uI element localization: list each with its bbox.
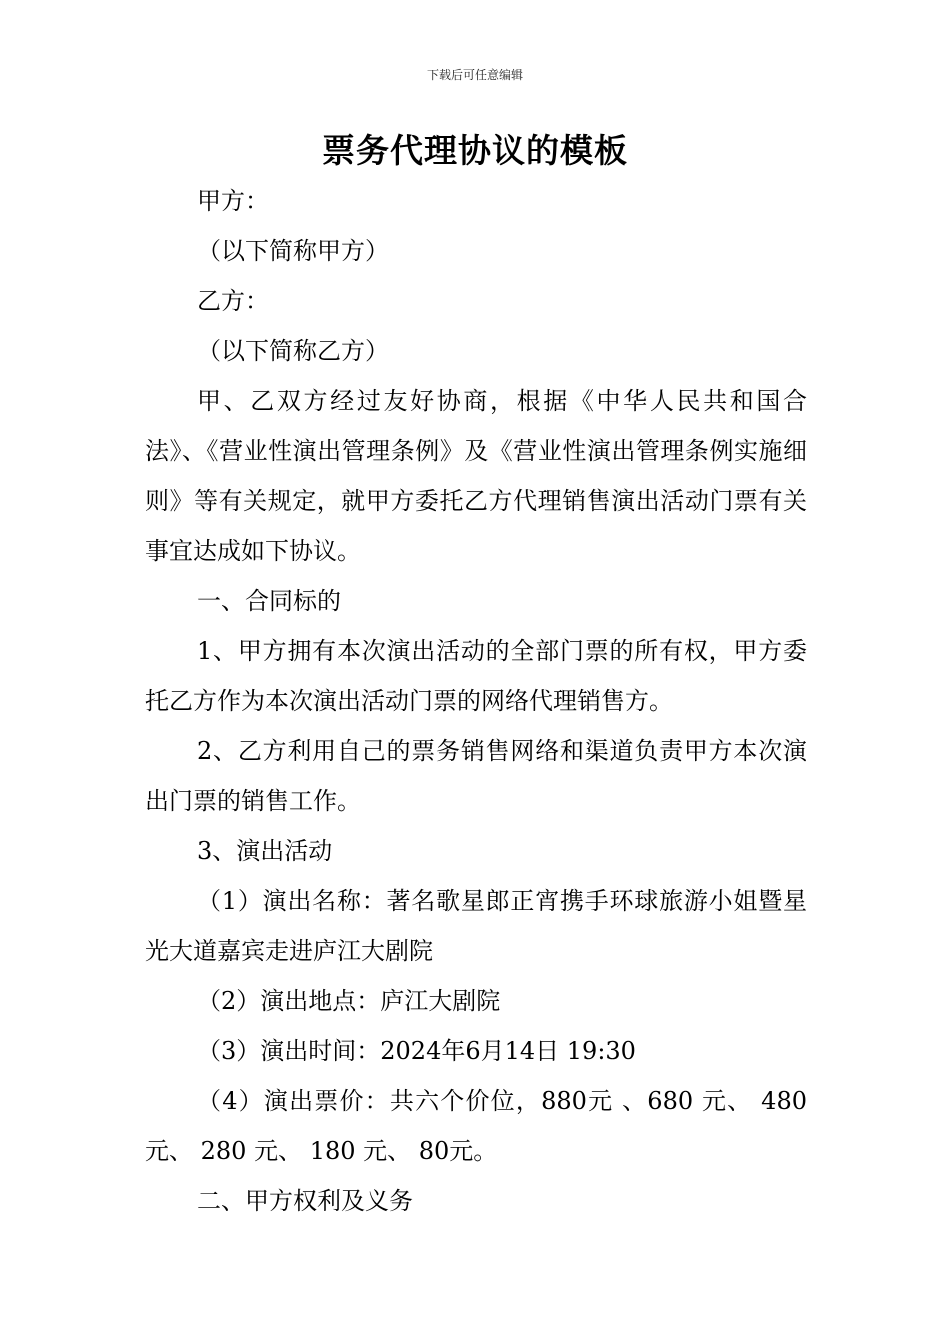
header-note: 下载后可任意编辑 xyxy=(426,68,523,82)
document-title: 票务代理协议的模板 xyxy=(322,131,628,170)
performance-venue: （2）演出地点：庐江大剧院 xyxy=(197,987,501,1015)
clause-2: 2、乙方利用自己的票务销售网络和渠道负责甲方本次演出门票的销售工作。 xyxy=(145,737,807,815)
party-a-abbreviation: （以下简称甲方） xyxy=(197,237,389,265)
section-heading-contract-subject: 一、合同标的 xyxy=(197,587,341,615)
ticket-prices: （4）演出票价：共六个价位，880元 、680 元、 480元、 280 元、 180 元、 80元。 xyxy=(145,1087,807,1165)
performance-name: （1）演出名称：著名歌星郎正宵携手环球旅游小姐暨星光大道嘉宾走进庐江大剧院 xyxy=(145,887,807,965)
preamble-paragraph: 甲、乙双方经过友好协商，根据《中华人民共和国合法》、《营业性演出管理条例》及《营业性演出管理条例实施细则》等有关规定，就甲方委托乙方代理销售演出活动门票有关事宜达成如下协议。 xyxy=(145,387,807,565)
performance-time: （3）演出时间：2024年6月14日 19:30 xyxy=(197,1037,636,1065)
party-b-abbreviation: （以下简称乙方） xyxy=(197,337,389,365)
party-b-label: 乙方： xyxy=(197,287,269,315)
clause-1: 1、甲方拥有本次演出活动的全部门票的所有权，甲方委托乙方作为本次演出活动门票的网络代理销售方。 xyxy=(145,637,807,715)
clause-3-heading: 3、演出活动 xyxy=(197,837,333,865)
section-heading-party-a-rights: 二、甲方权利及义务 xyxy=(197,1187,413,1215)
document-body xyxy=(145,176,807,1226)
party-a-label: 甲方： xyxy=(197,187,269,215)
